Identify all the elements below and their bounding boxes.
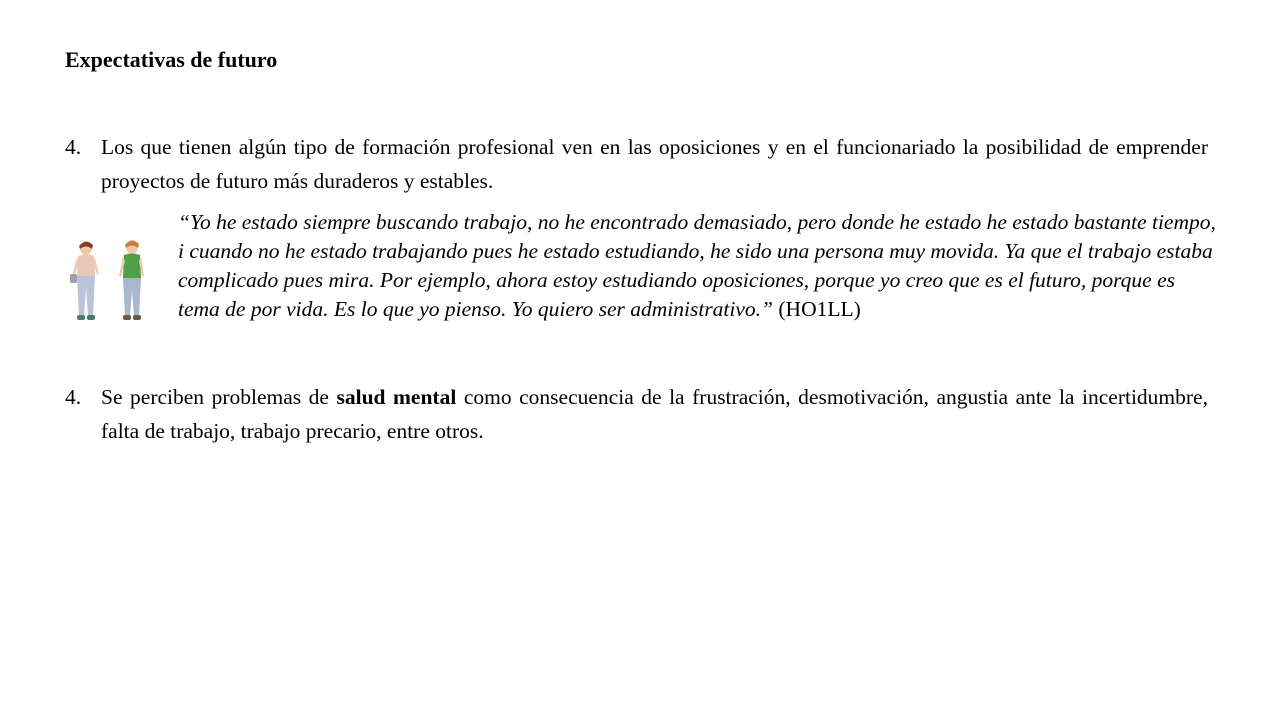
two-young-people-figures-icon <box>62 236 156 324</box>
interview-quote <box>178 208 1218 324</box>
slide-title: Expectativas de futuro <box>65 47 278 72</box>
quote-source: (HO1LL) <box>773 297 861 321</box>
list-item-number: 4. <box>65 385 82 409</box>
list-item-text-start: Se perciben problemas de <box>101 385 337 409</box>
list-item-text-emphasis: salud mental <box>336 385 457 409</box>
list-item <box>65 130 1208 198</box>
quote-text: “Yo he estado siempre buscando trabajo, no he encontrado demasiado, pero donde he estado he estado bastante tiempo, i cuando no he estado trabajando pues he estado estudiando, he sido una persona muy movida. Ya que el trabajo estaba complicado pues mira. Por ejemplo, ahora estoy estudiando oposiciones, porque yo creo que es el futuro, porque es tema de por vida. Es lo que yo pienso. Yo quiero ser administrativo.” <box>178 210 1216 321</box>
list-item-text <box>101 380 1208 448</box>
list-item-text: Los que tienen algún tipo de formación profesional ven en las oposiciones y en el funcionariado la posibilidad de emprender proyectos de futuro más duraderos y estables. <box>101 135 1208 193</box>
right-figure-icon <box>119 240 144 320</box>
list-item <box>65 380 1208 448</box>
list-item-number: 4. <box>65 135 82 159</box>
list-item-text-end: como consecuencia de la frustración, desmotivación, angustia ante la incertidumbre, falta de trabajo, trabajo precario, entre otros. <box>101 385 1208 443</box>
left-figure-icon <box>70 241 99 320</box>
